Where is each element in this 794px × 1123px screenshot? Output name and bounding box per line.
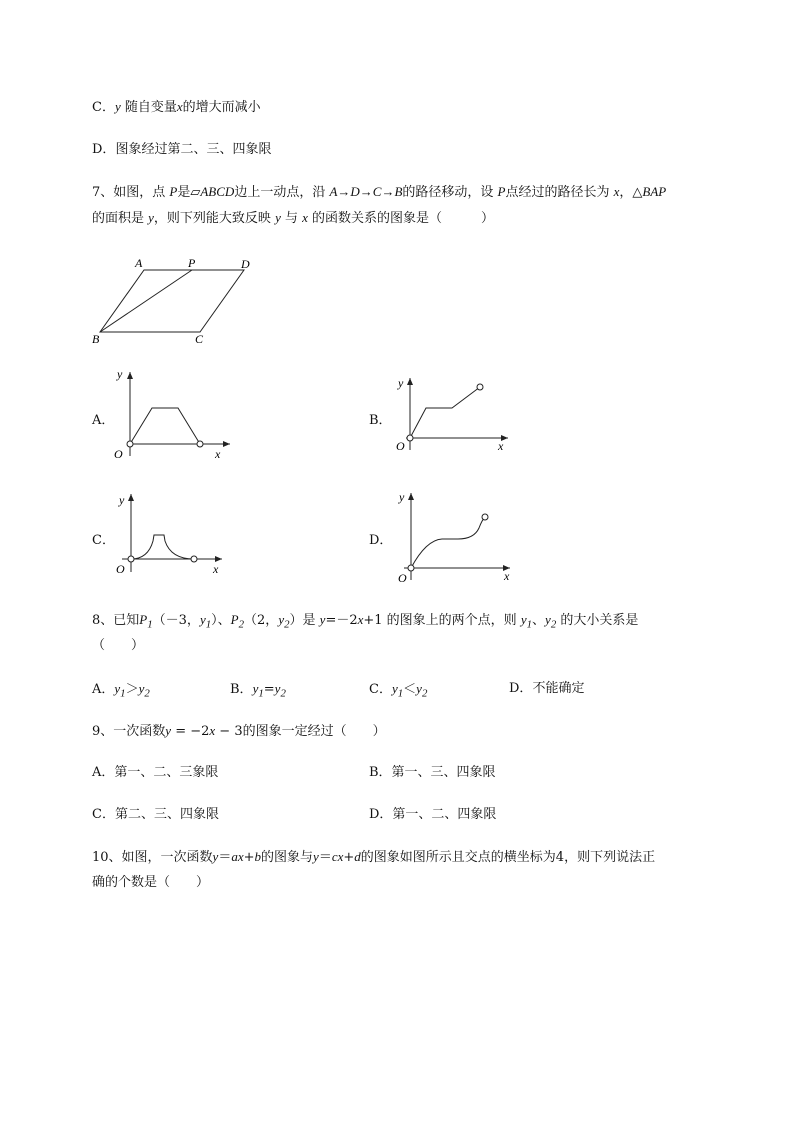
x-label: x — [504, 569, 510, 583]
label-c: C — [195, 332, 204, 346]
option-c-graph — [108, 488, 232, 582]
origin-label: O — [396, 439, 405, 453]
q10-stem-line2: 确的个数是（ ） — [92, 875, 210, 890]
label-a: A — [135, 256, 143, 270]
function-curve — [130, 408, 200, 444]
q7-option-d-label: D． — [369, 533, 393, 548]
option-b-graph — [388, 372, 518, 458]
y-axis-arrow — [407, 378, 413, 385]
x-label: x — [215, 447, 221, 461]
q8-stem-line1: 8、已知$P_1(-3$，$y_1$）、$P_2(2$，$y_2$）是 y=－2x+1 的图象上的两个点，则 $y_1$、$y_2$ 的大小关系是 — [92, 612, 639, 631]
open-dot-origin — [127, 441, 133, 447]
parallelogram-figure — [88, 252, 268, 348]
open-dot-end — [197, 441, 203, 447]
x-label: x — [213, 562, 219, 576]
label-d: D — [241, 257, 250, 271]
q8-option-d: D．不能确定 — [509, 681, 585, 696]
q6-option-d: D．图象经过第二、三、四象限 — [92, 142, 272, 157]
q7-option-c-label: C． — [92, 533, 115, 548]
q9-option-d: D．第一、二、四象限 — [369, 807, 497, 822]
option-d-graph — [390, 488, 520, 586]
parallelogram-abcd — [100, 270, 244, 332]
q7-stem-line1: 7、如图，点 P是▱ABCD边上一动点，沿 A→D→C→B的路径移动，设 P点经过的路径长为 x，△BAP — [92, 184, 667, 200]
x-label: x — [498, 439, 504, 453]
q8-option-c: C．$y_1<y_2$ — [369, 681, 428, 700]
label-p: P — [188, 256, 196, 270]
open-dot-origin — [407, 435, 413, 441]
origin-label: O — [116, 562, 125, 576]
y-axis-arrow — [408, 493, 414, 500]
q7-stem-line2: 的面积是 y，则下列能大致反映 y 与 x 的函数关系的图象是（ ） — [92, 210, 495, 226]
origin-label: O — [398, 571, 407, 585]
q9-option-a: A．第一、二、三象限 — [92, 765, 219, 780]
y-label: y — [399, 490, 405, 504]
q9-option-c: C．第二、三、四象限 — [92, 807, 219, 822]
y-label: y — [119, 493, 125, 507]
option-a-graph — [108, 364, 238, 464]
x-axis-arrow — [223, 441, 230, 447]
y-axis-arrow — [127, 372, 133, 379]
function-curve — [131, 535, 194, 559]
q7-option-b-label: B． — [369, 413, 392, 428]
y-axis-arrow — [128, 494, 134, 501]
function-curve — [411, 517, 485, 568]
q8-option-a: A．$y_1>y_2$ — [92, 681, 150, 700]
q8-option-b: B．$y_1=y_2$ — [230, 681, 286, 700]
q6-option-c: C．y 随自变量x的增大而减小 — [92, 99, 261, 115]
open-dot-end — [191, 556, 197, 562]
origin-label: O — [114, 447, 123, 461]
label-b: B — [92, 332, 100, 346]
q7-option-a-label: A． — [92, 413, 115, 428]
y-label: y — [398, 376, 404, 390]
segment-bp — [100, 270, 192, 332]
open-dot-end — [482, 514, 488, 520]
q8-stem-line2: （ ） — [92, 638, 145, 653]
open-dot-origin — [128, 556, 134, 562]
q10-stem-line1: 10、如图，一次函数y＝ax+b的图象与y＝cx+d的图象如图所示且交点的横坐标为4，则下列说法正 — [92, 849, 656, 865]
open-dot-end — [477, 384, 483, 390]
q9-option-b: B．第一、三、四象限 — [369, 765, 496, 780]
open-dot-origin — [408, 565, 414, 571]
function-curve — [410, 387, 480, 438]
y-label: y — [117, 367, 123, 381]
q9-stem: 9、一次函数y = −2x − 3的图象一定经过（ ） — [92, 723, 386, 739]
